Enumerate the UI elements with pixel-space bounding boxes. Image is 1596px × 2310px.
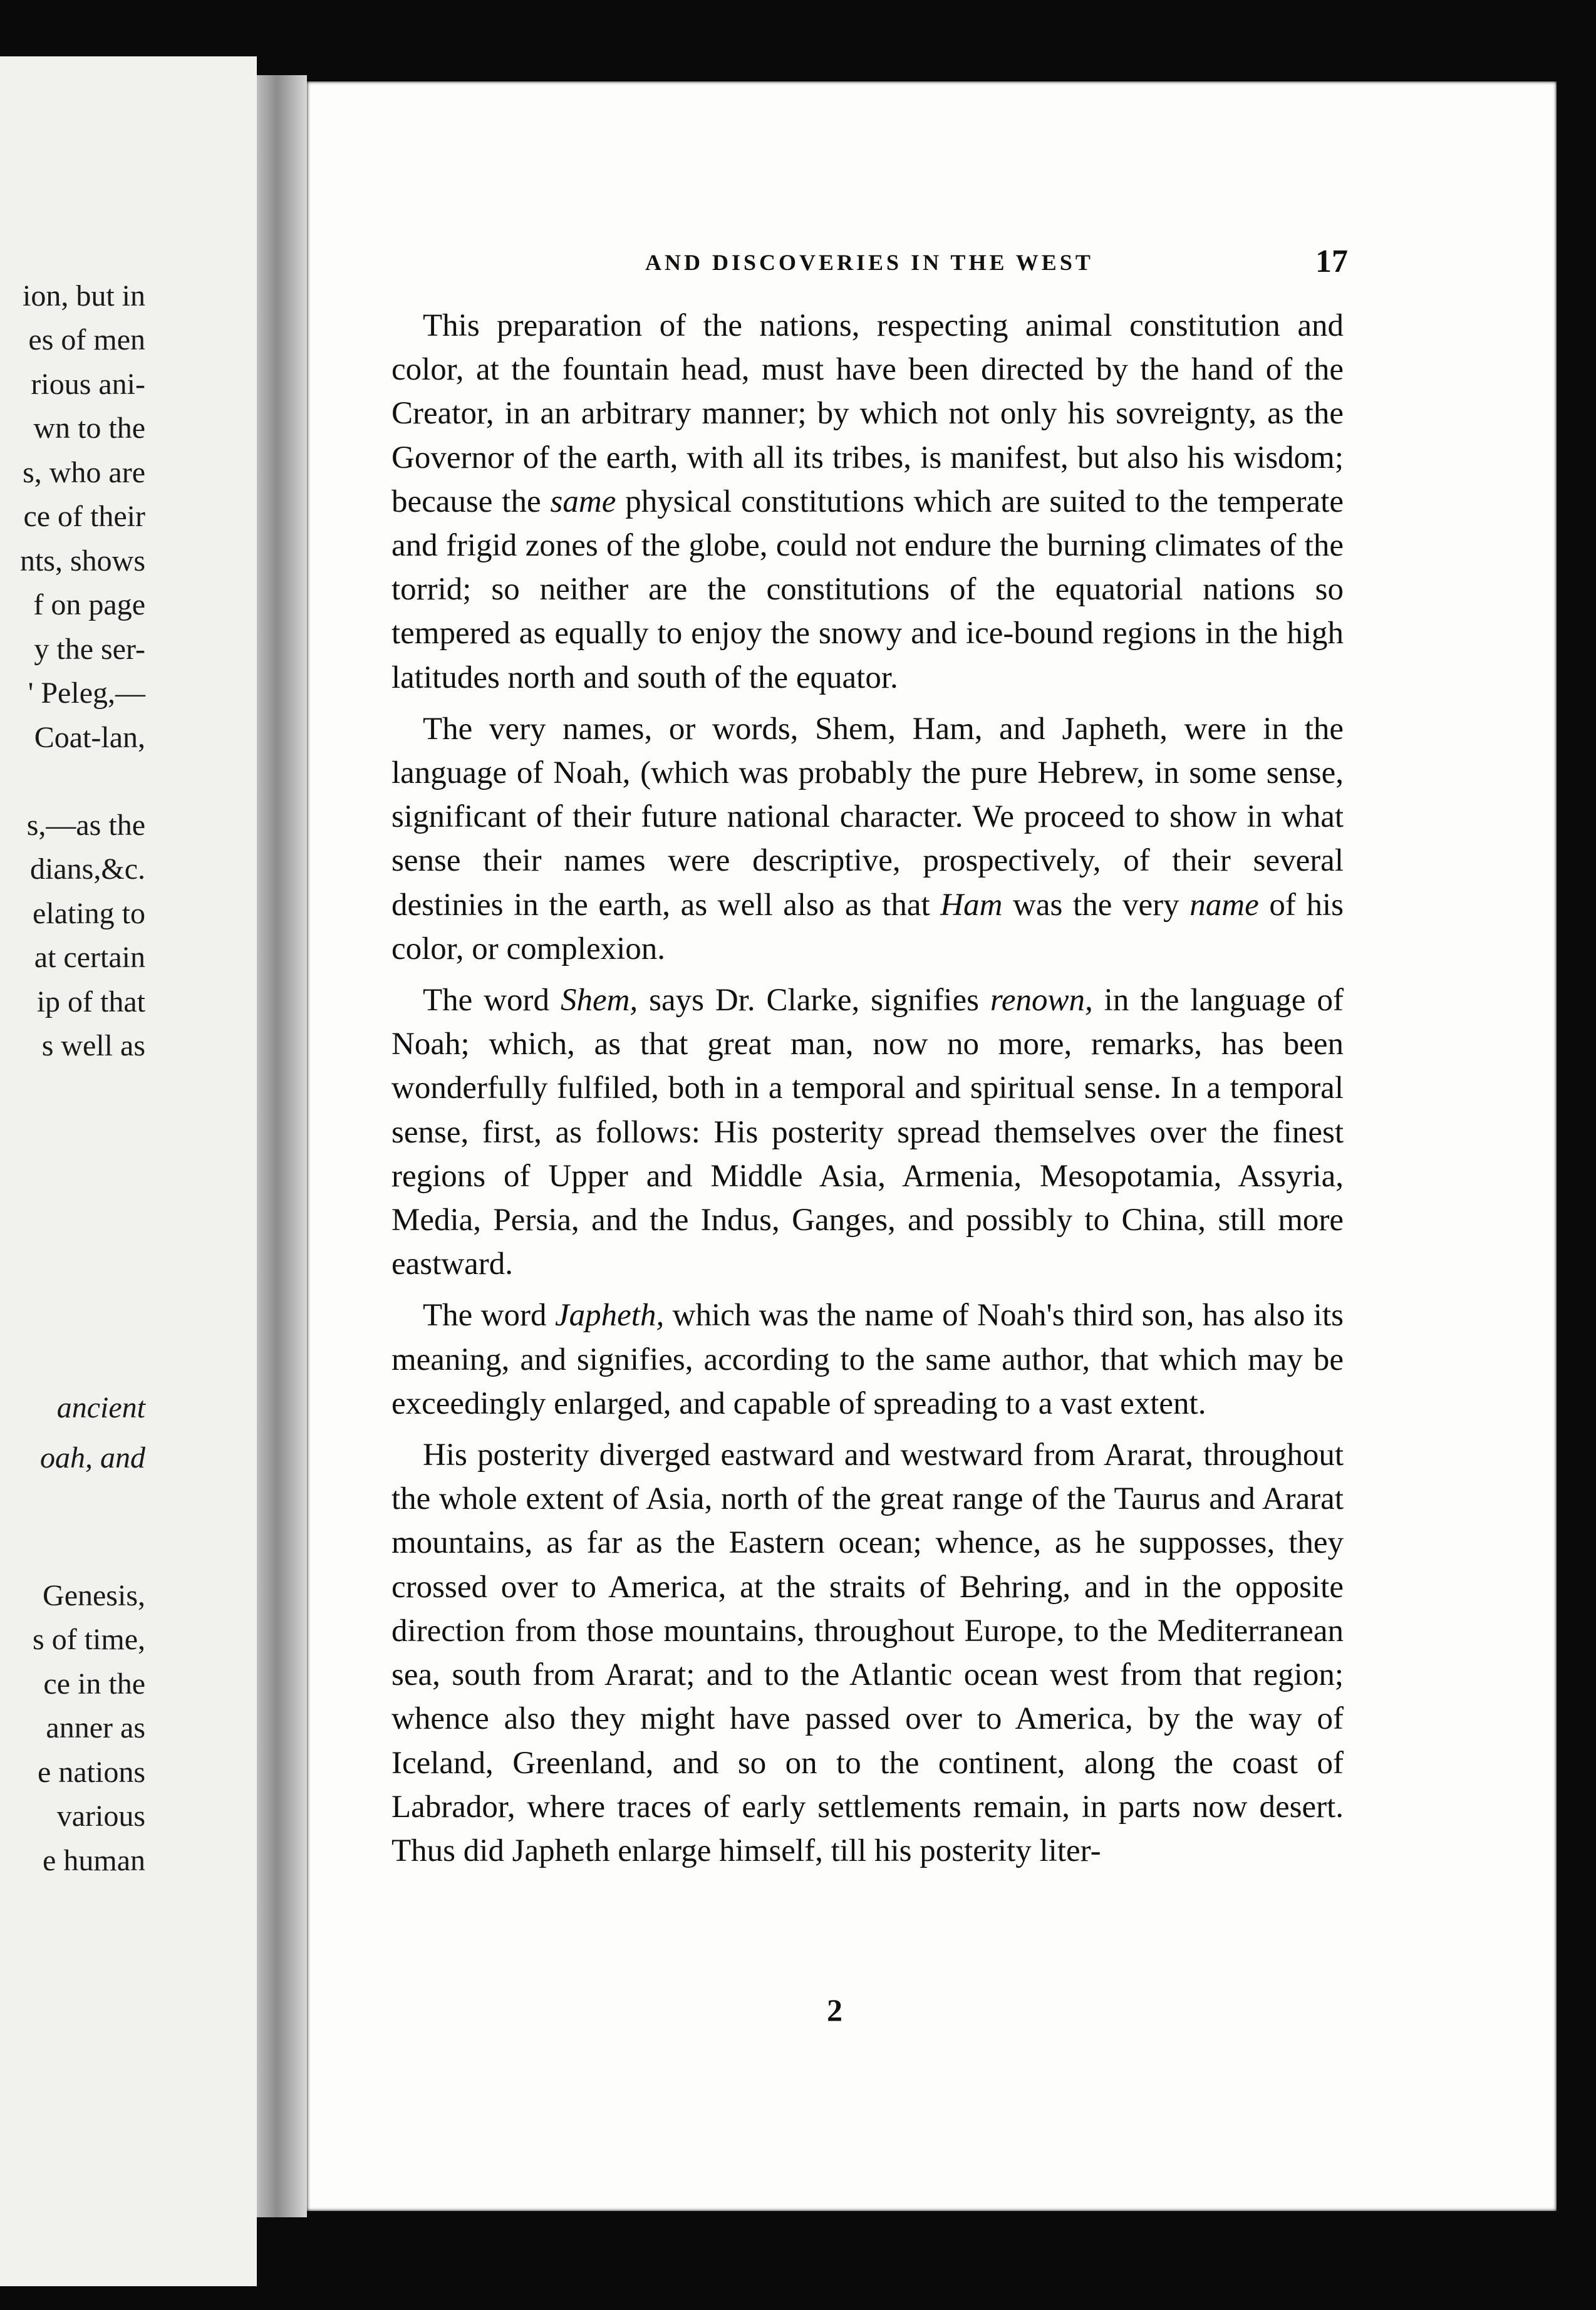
left-page-line: ip of that xyxy=(36,985,145,1018)
paragraph xyxy=(391,304,1344,700)
text-run: in the language of Noah; which, as that great man, now no more, remarks, has been wonderfully fulfiled, both in a temporal and spiritual sense. In a temporal sense, first, as follows: His posterity spread themselves over the finest regions of Upper and Middle Asia, Armenia, Mesopotamia, Assyria, Media, Persia, and the Indus, Ganges, and possibly to China, still more eastward. xyxy=(391,983,1344,1282)
left-page-line: ancient xyxy=(56,1391,145,1424)
left-page-line: es of men xyxy=(28,323,145,356)
left-page-line: Genesis, xyxy=(43,1579,145,1612)
left-page-line: s, who are xyxy=(23,456,145,489)
text-run: His posterity diverged eastward and westward from Ararat, throughout the whole extent of Asia, north of the great range of the Taurus and Ararat mountains, as far as the Eastern ocean; whence, as he supposses, they crossed over to America, at the straits of Behring, and in the opposite direction from those mountains, throughout Europe, to the Mediterranean sea, south from Ararat; and to the Atlantic ocean west from that region; whence also they might have passed over to America, by the way of Iceland, Greenland, and so on to the continent, along the coast of Labrador, where traces of early settlements remain, in parts now desert. Thus did Japheth enlarge himself, till his posterity liter- xyxy=(391,1437,1344,1868)
body-text xyxy=(391,304,1344,1880)
left-page-line: elating to xyxy=(33,897,145,930)
left-page-line: s of time, xyxy=(33,1623,145,1656)
left-page-line: e nations xyxy=(38,1756,145,1789)
italic-text-run: renown, xyxy=(990,983,1093,1018)
left-page-line: ce in the xyxy=(43,1667,145,1701)
left-page-line: anner as xyxy=(46,1711,145,1744)
signature-mark: 2 xyxy=(827,1992,842,2028)
text-run: The word xyxy=(423,1298,555,1334)
right-page xyxy=(307,81,1557,2211)
paragraph xyxy=(391,1433,1344,1873)
left-page-line: oah, and xyxy=(40,1441,145,1474)
left-page-line: ion, but in xyxy=(22,279,145,313)
left-page-line: y the ser- xyxy=(34,633,145,666)
italic-text-run: same xyxy=(550,484,616,519)
left-page-line: ce of their xyxy=(23,500,145,533)
left-page-line: rious ani- xyxy=(31,368,145,401)
left-page-line: f on page xyxy=(33,588,145,621)
left-page-line: ' Peleg,— xyxy=(28,676,145,710)
left-page-line: s,—as the xyxy=(26,809,145,842)
left-page-line: nts, shows xyxy=(19,544,145,578)
book-gutter xyxy=(257,75,307,2217)
running-head: AND DISCOVERIES IN THE WEST xyxy=(645,250,1094,275)
text-run: which was the name of Noah's third son, has also its meaning, and signifies, according to the same author, that which may be exceedingly enlarged, and capable of spreading to a vast extent. xyxy=(391,1298,1344,1421)
left-page-line: dians,&c. xyxy=(30,852,145,886)
left-page-line: wn to the xyxy=(33,412,145,445)
italic-text-run: Japheth, xyxy=(555,1298,665,1334)
text-run: This preparation of the nations, respecting animal constitution and color, at the fountain head, must have been directed by the hand of the Creator, in an arbitrary manner; by which not only his sovreignty, as the Governor of the earth, with all its tribes, is manifest, but also his wisdom; because the xyxy=(391,308,1344,519)
left-page-line: e human xyxy=(43,1844,145,1877)
text-run: was the very xyxy=(1002,887,1190,923)
paragraph xyxy=(391,1293,1344,1426)
text-run: of his color, or complexion. xyxy=(391,887,1344,966)
italic-text-run: Ham xyxy=(940,887,1003,923)
paragraph xyxy=(391,707,1344,971)
text-run: says Dr. Clarke, signifies xyxy=(638,983,990,1018)
left-page-line: Coat-lan, xyxy=(34,721,145,754)
left-facing-page xyxy=(0,56,257,2286)
left-page-line: at certain xyxy=(34,941,145,974)
text-run: The very names, or words, Shem, Ham, and Japheth, were in the language of Noah, (which was probably the pure Hebrew, in some sense, significant of their future national character. We proceed to show in what sense their names were descriptive, prospectively, of their several destinies in the earth, as well also as that xyxy=(391,711,1344,923)
italic-text-run: Shem, xyxy=(560,983,638,1018)
text-run: The word xyxy=(423,983,561,1018)
left-page-line: s well as xyxy=(41,1029,145,1062)
left-page-line: various xyxy=(56,1800,145,1833)
paragraph xyxy=(391,978,1344,1286)
text-run: physical constitutions which are suited to the temperate and frigid zones of the globe, could not endure the burning climates of the torrid; so neither are the constitutions of the equatorial nations so tempered as equally to enjoy the snowy and ice-bound regions in the high latitudes north and south of the equator. xyxy=(391,484,1344,695)
page-number: 17 xyxy=(1315,244,1348,279)
italic-text-run: name xyxy=(1189,887,1259,923)
